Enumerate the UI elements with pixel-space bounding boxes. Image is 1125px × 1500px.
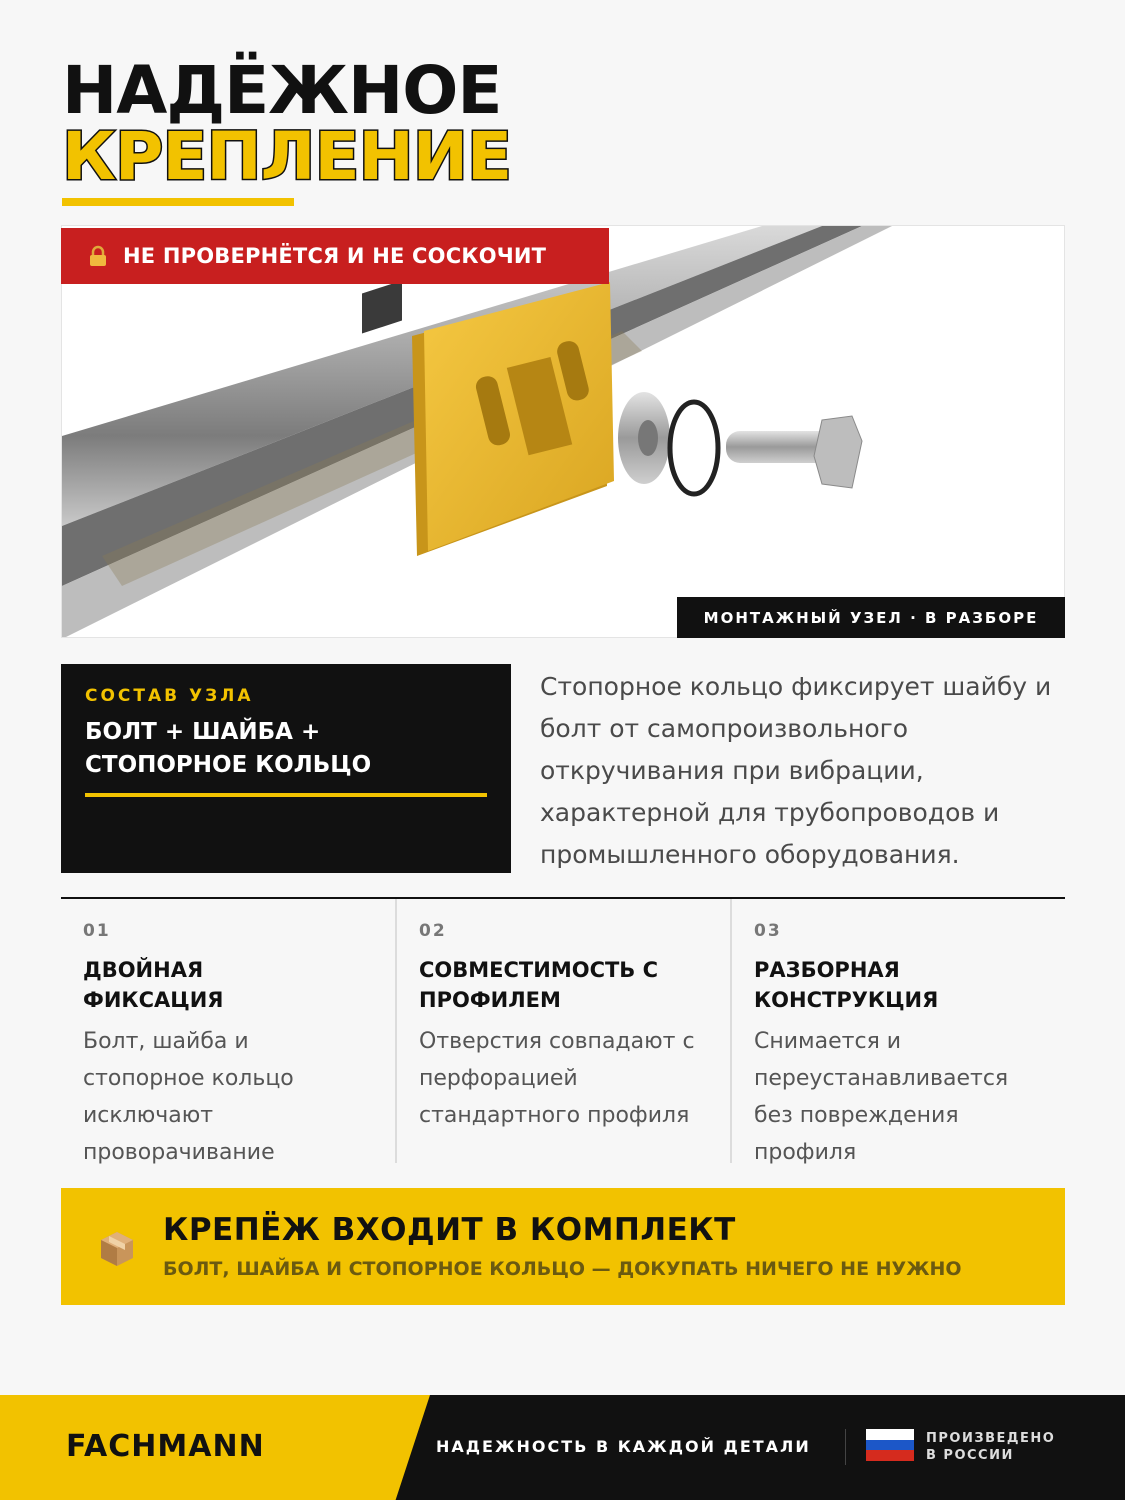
feature-number: 03 (754, 921, 782, 941)
russia-flag-icon (866, 1429, 914, 1461)
feature-number: 02 (419, 921, 447, 941)
feature-heading-line-2: ФИКСАЦИЯ (83, 988, 224, 1012)
footer (0, 1395, 1125, 1500)
feature-heading-line-1: СОВМЕСТИМОСТЬ С (419, 958, 659, 982)
page-title (62, 52, 512, 195)
hero-product-image (61, 225, 1065, 638)
feature-heading-line-2: КОНСТРУКЦИЯ (754, 988, 939, 1012)
made-line-1: ПРОИЗВЕДЕНО (926, 1431, 1056, 1446)
title-underline (62, 198, 294, 206)
brand-logo: FACHMANN (66, 1429, 265, 1464)
composition-value-line-2: СТОПОРНОЕ КОЛЬЦО (85, 752, 372, 778)
kit-heading: КРЕПЁЖ ВХОДИТ В КОМПЛЕКТ (163, 1212, 736, 1248)
feature-card (730, 899, 1064, 1163)
footer-slogan: НАДЕЖНОСТЬ В КАЖДОЙ ДЕТАЛИ (436, 1437, 811, 1456)
feature-text: Отверстия совпадают с перфорацией стандартного профиля (419, 1029, 695, 1128)
title-line-2: КРЕПЛЕНИЕ (62, 118, 512, 195)
composition-value (85, 716, 487, 782)
feature-heading-line-1: ДВОЙНАЯ (83, 958, 204, 982)
made-line-2: В РОССИИ (926, 1448, 1014, 1463)
feature-text: Болт, шайба и стопорное кольцо исключают проворачивание (83, 1029, 294, 1165)
description-text: Стопорное кольцо фиксирует шайбу и болт от самопроизвольного откручивания при вибрации, характерной для трубопроводов и промышленного оборудования. (540, 672, 1052, 869)
feature-text: Снимается и переустанавливается без повреждения профиля (754, 1029, 1009, 1165)
kit-banner (61, 1188, 1065, 1305)
feature-card (395, 899, 729, 1163)
footer-separator (845, 1429, 846, 1465)
lock-icon (87, 245, 109, 267)
feature-card (61, 899, 395, 1163)
feature-heading-line-2: ПРОФИЛЕМ (419, 988, 561, 1012)
feature-heading (83, 955, 373, 1015)
composition-label: СОСТАВ УЗЛА (85, 686, 254, 706)
made-in-russia-label (926, 1430, 1076, 1464)
composition-value-line-1: БОЛТ + ШАЙБА + (85, 719, 321, 745)
mounting-assembly-illustration (62, 226, 1065, 638)
package-box-icon (97, 1228, 137, 1268)
warning-badge (61, 228, 609, 284)
feature-number: 01 (83, 921, 111, 941)
feature-heading-line-1: РАЗБОРНАЯ (754, 958, 900, 982)
composition-card (61, 664, 511, 873)
title-line-1: НАДЁЖНОЕ (62, 52, 502, 129)
feature-heading (419, 955, 707, 1015)
badge-text: НЕ ПРОВЕРНЁТСЯ И НЕ СОСКОЧИТ (123, 244, 547, 268)
composition-underline (85, 793, 487, 797)
kit-subheading: БОЛТ, ШАЙБА И СТОПОРНОЕ КОЛЬЦО — ДОКУПАТЬ НИЧЕГО НЕ НУЖНО (163, 1258, 962, 1280)
image-caption: МОНТАЖНЫЙ УЗЕЛ · В РАЗБОРЕ (677, 597, 1065, 638)
feature-heading (754, 955, 1042, 1015)
